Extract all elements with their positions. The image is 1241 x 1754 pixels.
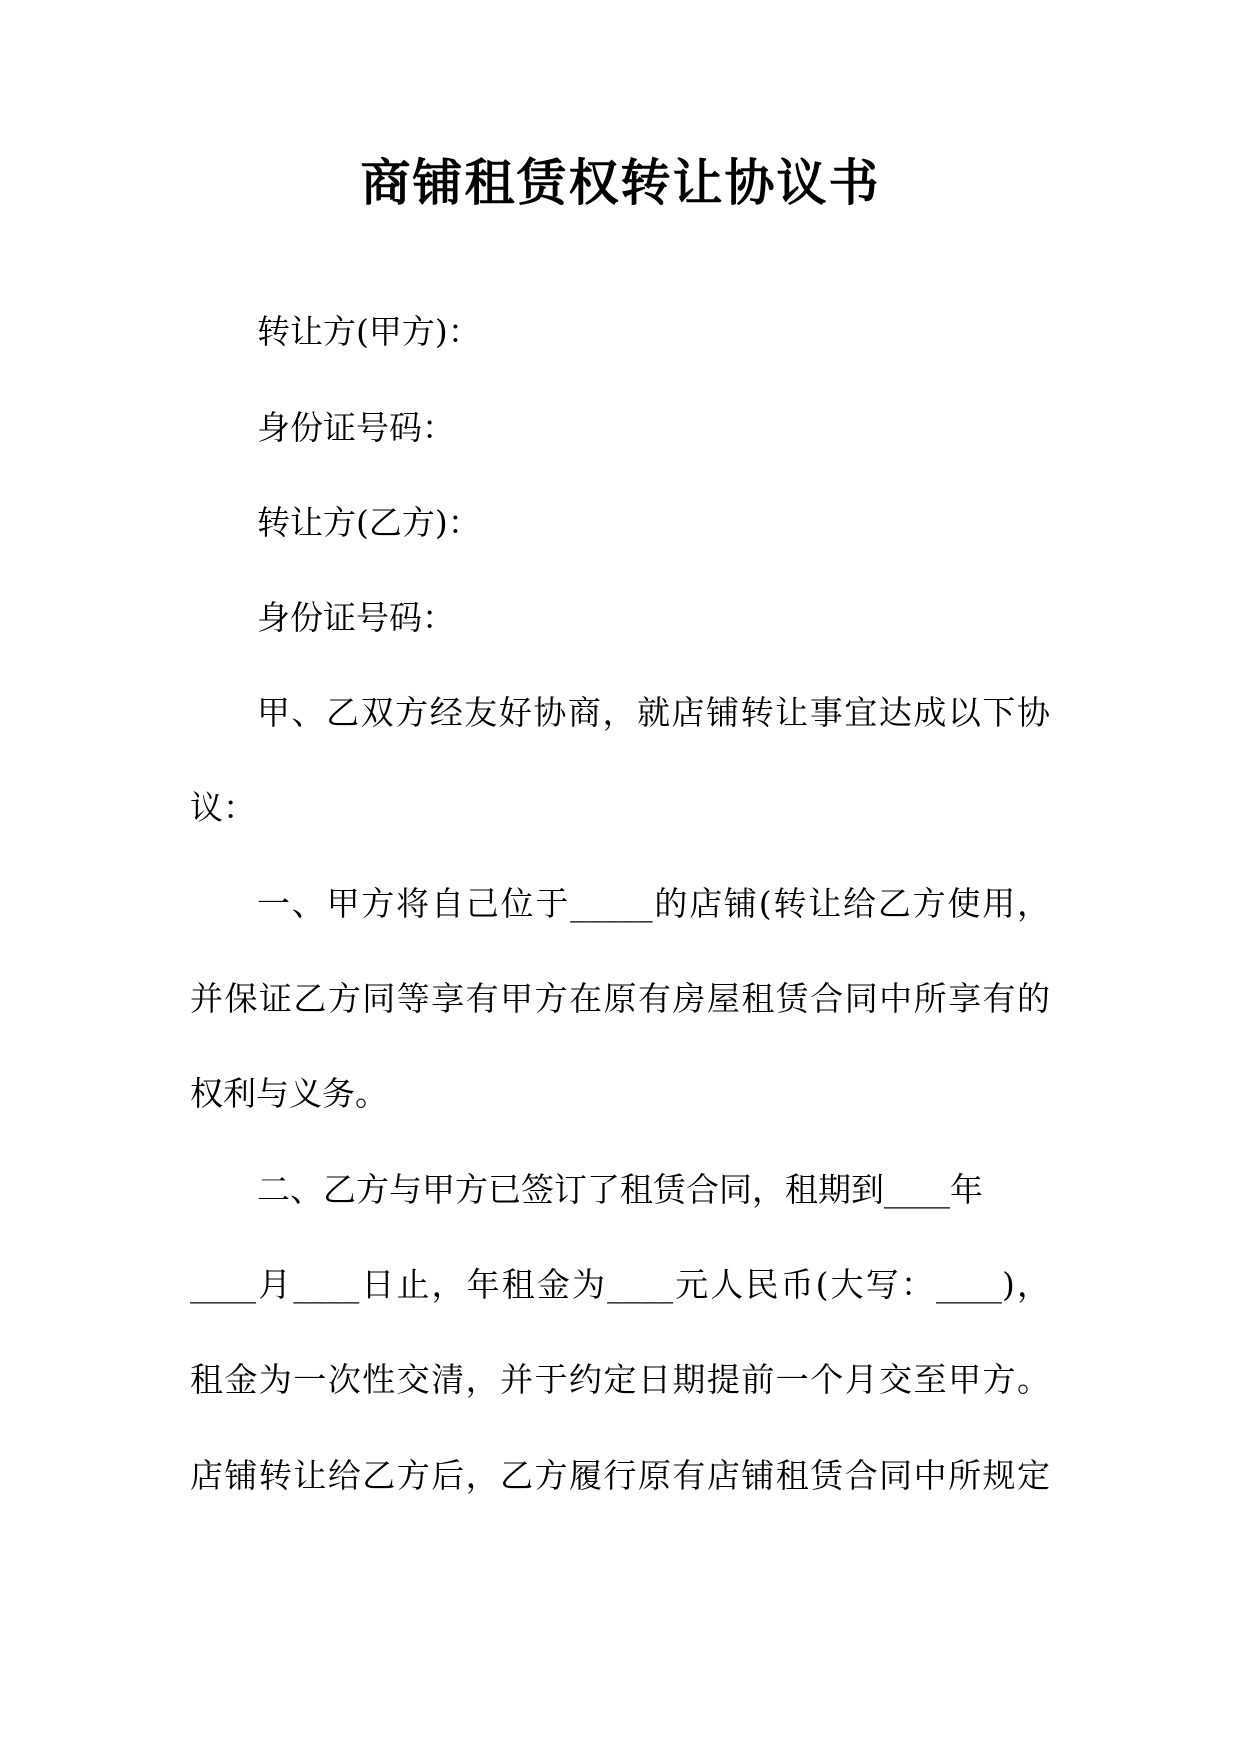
party-a-id-label: 身份证号码： [257, 408, 455, 447]
document-title: 商铺租赁权转让协议书 [360, 153, 881, 212]
clause-2-line-3: 租金为一次性交清，并于约定日期提前一个月交至甲方。 [190, 1360, 1050, 1399]
intro-paragraph-line-2: 议： [190, 788, 256, 827]
clause-1-line-2: 并保证乙方同等享有甲方在原有房屋租赁合同中所享有的 [190, 979, 1050, 1018]
clause-2-line-1: 二、乙方与甲方已签订了租赁合同，租期到____年 [257, 1170, 983, 1209]
party-b-id-label: 身份证号码： [257, 598, 455, 637]
clause-1-line-1: 一、甲方将自己位于_____的店铺(转让给乙方使用， [257, 884, 1050, 923]
clause-1-line-3: 权利与义务。 [190, 1074, 388, 1113]
clause-2-line-4: 店铺转让给乙方后，乙方履行原有店铺租赁合同中所规定 [190, 1456, 1050, 1495]
party-b-label: 转让方(乙方)： [257, 503, 481, 542]
clause-2-line-2: ____月____日止，年租金为____元人民币(大写：____)， [190, 1265, 1050, 1304]
party-a-label: 转让方(甲方)： [257, 312, 481, 351]
intro-paragraph-line-1: 甲、乙双方经友好协商，就店铺转让事宜达成以下协 [257, 693, 1050, 732]
